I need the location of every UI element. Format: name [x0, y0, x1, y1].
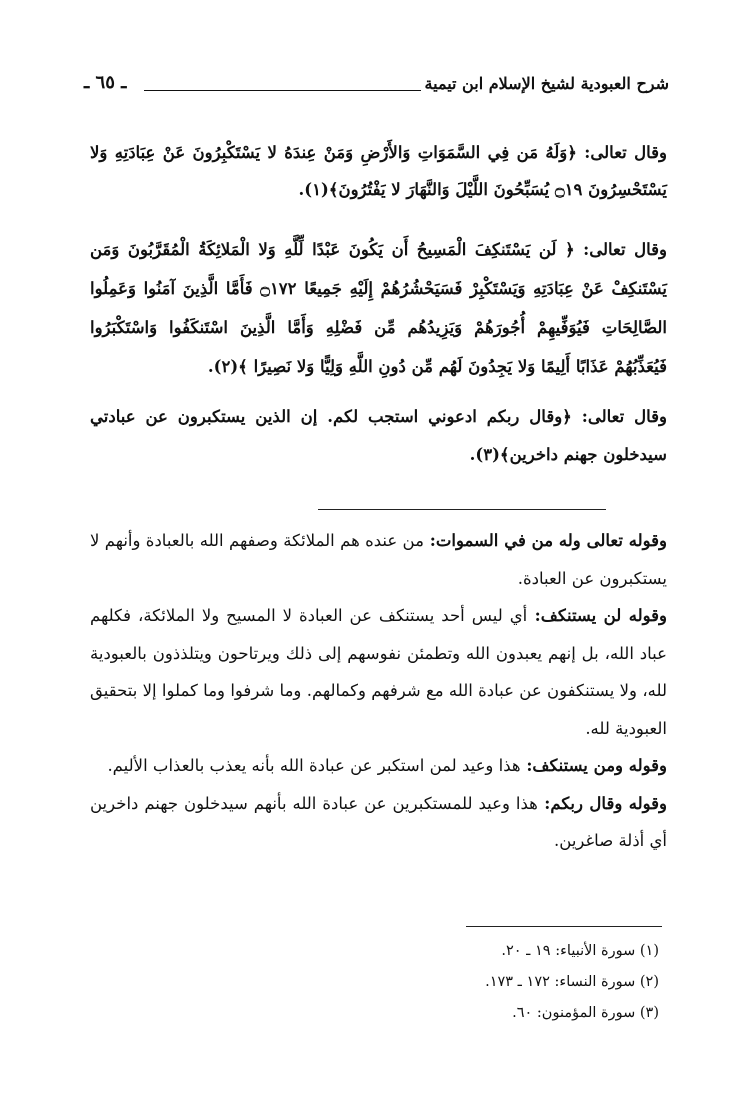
quote-intro: وقال تعالى:: [574, 240, 668, 259]
footnote-ref: (١).: [298, 180, 329, 199]
quote-intro: وقال تعالى:: [576, 143, 668, 162]
commentary-lead: وقوله لن يستنكف:: [527, 606, 667, 625]
quote-paragraph: [90, 398, 667, 474]
commentary-lead: وقوله وقال ربكم:: [537, 793, 667, 813]
quote-block-3: [90, 398, 667, 474]
page-number: ـ ٦٥ ـ: [84, 72, 127, 93]
footnote-item: (٣) سورة المؤمنون: ٦٠.: [512, 1005, 659, 1021]
commentary-paragraph: [90, 522, 667, 597]
footnote-rule: [466, 926, 662, 927]
quote-paragraph: [90, 134, 667, 208]
footnote-item: (١) سورة الأنبياء: ١٩ ـ ٢٠.: [501, 943, 659, 959]
quote-block-2: [90, 230, 667, 386]
quote-verse: ﴿وقال ربكم ادعوني استجب لكم. إن الذين يستكبرون عن عبادتي سيدخلون جهنم داخرين﴾: [90, 407, 667, 464]
commentary-text: من عنده هم الملائكة وصفهم الله بالعبادة وأنهم لا يستكبرون عن العبادة.: [90, 531, 667, 588]
quote-intro: وقال تعالى:: [571, 407, 667, 426]
commentary-lead: وقوله تعالى وله من في السموات:: [423, 531, 668, 550]
footnote-ref: (٣).: [469, 445, 500, 464]
commentary-section: [90, 522, 667, 860]
quote-paragraph: [90, 230, 667, 386]
running-header-title: شرح العبودية لشيخ الإسلام ابن تيمية: [424, 74, 669, 93]
running-header: [84, 74, 669, 104]
commentary-text: أي ليس أحد يستنكف عن العبادة لا المسيح ولا الملائكة، فكلهم عباد الله، بل إنهم يعبدون الله وتطمئن نفوسهم إلى ذلك ويرتاحون ويتلذذون بالعبودية لله، ولا يستنكفون عن عبادة الله مع شرفهم وكمالهم. وما شرفوا وما كملوا إلا بتحقيق العبودية لله.: [90, 606, 667, 738]
quote-verse: ﴿وَلَهُ مَن فِي السَّمَوَاتِ وَالأَرْضِ وَمَنْ عِندَهُ لا يَسْتَكْبِرُونَ عَنْ عِبَادَتِهِ وَلا يَسْتَحْسِرُونَ ۝١٩ يُسَبِّحُونَ اللَّيْلَ وَالنَّهَارَ لا يَفْتُرُونَ﴾: [90, 143, 667, 199]
commentary-paragraph: [90, 597, 667, 747]
commentary-text: هذا وعيد للمستكبرين عن عبادة الله بأنهم سيدخلون جهنم داخرين أي أذلة صاغرين.: [90, 793, 667, 850]
quote-block-1: [90, 134, 667, 208]
footnotes: [399, 936, 659, 1029]
footnote-item: (٢) سورة النساء: ١٧٢ ـ ١٧٣.: [485, 974, 659, 990]
commentary-lead: وقوله ومن يستنكف:: [520, 756, 667, 775]
header-rule: [144, 90, 421, 91]
section-divider: [318, 509, 606, 510]
commentary-paragraph: [90, 785, 667, 860]
commentary-paragraph: [90, 747, 667, 785]
quote-verse: ﴿ لَن يَسْتَنكِفَ الْمَسِيحُ أَن يَكُونَ عَبْدًا لِّلَّهِ وَلا الْمَلائِكَةُ الْمُقَرَّبُونَ وَمَن يَسْتَنكِفْ عَنْ عِبَادَتِهِ وَيَسْتَكْبِرْ فَسَيَحْشُرُهُمْ إِلَيْهِ جَمِيعًا ۝١٧٢ فَأَمَّا الَّذِينَ آمَنُوا وَعَمِلُوا الصَّالِحَاتِ فَيُوَفِّيهِمْ أُجُورَهُمْ وَيَزِيدُهُم مِّن فَضْلِهِ وَأَمَّا الَّذِينَ اسْتَنكَفُوا وَاسْتَكْبَرُوا فَيُعَذِّبُهُمْ عَذَابًا أَلِيمًا وَلا يَجِدُونَ لَهُم مِّن دُونِ اللَّهِ وَلِيًّا وَلا نَصِيرًا ﴾: [90, 240, 667, 376]
commentary-text: هذا وعيد لمن استكبر عن عبادة الله بأنه يعذب بالعذاب الأليم.: [107, 756, 521, 775]
footnote-ref: (٢).: [207, 357, 239, 376]
